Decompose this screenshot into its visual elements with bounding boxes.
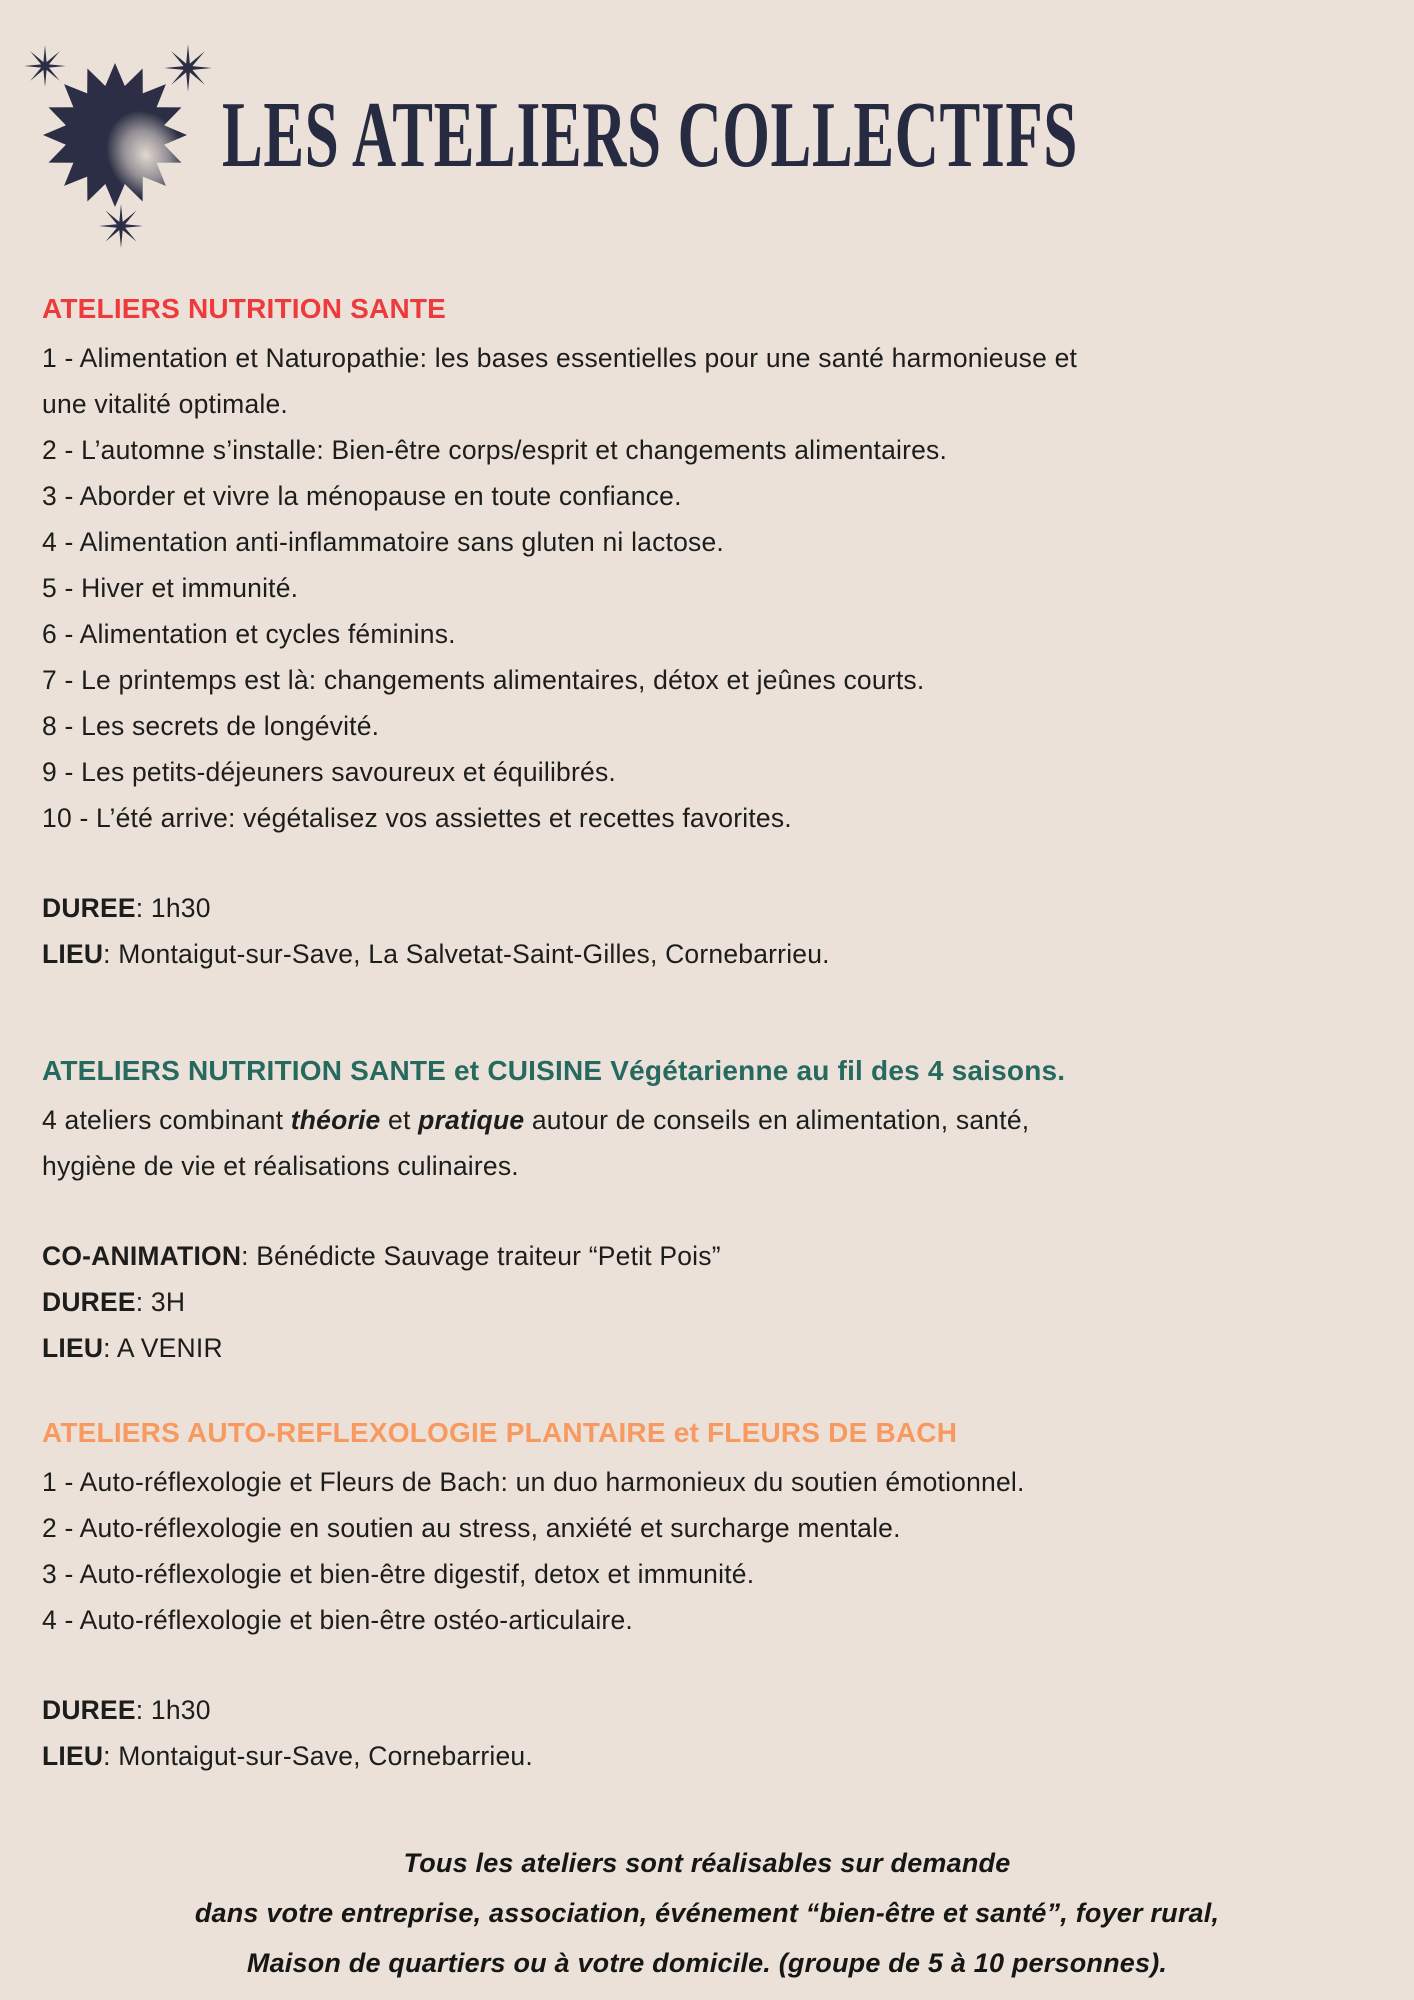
section-details [42,1233,1112,1371]
detail-row-co-animation: CO-ANIMATION: Bénédicte Sauvage traiteur “Petit Pois” [42,1241,721,1271]
workshop-item: 4 - Alimentation anti-inflammatoire sans gluten ni lactose. [42,527,724,557]
workshop-item: 1 - Auto-réflexologie et Fleurs de Bach: un duo harmonieux du soutien émotionnel. [42,1467,1025,1497]
detail-label: DUREE [42,893,136,923]
detail-row-duree: DUREE: 1h30 [42,1695,211,1725]
footer-line: Tous les ateliers sont réalisables sur demande [403,1848,1011,1878]
detail-row-duree: DUREE: 3H [42,1287,186,1317]
logo [15,30,230,258]
emphasized-word: pratique [418,1105,525,1135]
detail-label: DUREE [42,1695,136,1725]
workshop-item: 7 - Le printemps est là: changements alimentaires, détox et jeûnes courts. [42,665,925,695]
workshop-item: 3 - Aborder et vivre la ménopause en toute confiance. [42,481,682,511]
section-details [42,1687,1112,1779]
detail-row-lieu: LIEU: A VENIR [42,1333,223,1363]
section-heading: ATELIERS NUTRITION SANTE et CUISINE Végétarienne au fil des 4 saisons. [42,1055,1066,1086]
workshop-item: 8 - Les secrets de longévité. [42,711,380,741]
page-title: LES ATELIERS COLLECTIFS [222,83,1078,187]
sparkle-icon [99,204,143,248]
content [0,265,1112,1779]
footer-note [0,1838,1414,1988]
section-details [42,885,1112,977]
section-nutrition-sante [42,293,1112,977]
emphasized-word: théorie [290,1105,381,1135]
workshop-item: 3 - Auto-réflexologie et bien-être digestif, detox et immunité. [42,1559,755,1589]
header [0,0,1414,265]
detail-label: LIEU [42,1741,104,1771]
detail-row-lieu: LIEU: Montaigut-sur-Save, La Salvetat-Saint-Gilles, Cornebarrieu. [42,939,830,969]
section-heading: ATELIERS NUTRITION SANTE [42,293,447,324]
sparkle-icon [24,45,66,87]
detail-row-duree: DUREE: 1h30 [42,893,211,923]
workshop-item: 2 - Auto-réflexologie en soutien au stress, anxiété et surcharge mentale. [42,1513,901,1543]
footer-line: dans votre entreprise, association, événement “bien-être et santé”, foyer rural, [194,1898,1220,1928]
section-heading: ATELIERS AUTO-REFLEXOLOGIE PLANTAIRE et FLEURS DE BACH [42,1417,958,1448]
detail-label: LIEU [42,939,104,969]
workshop-item: 1 - Alimentation et Naturopathie: les bases essentielles pour une santé harmonieuse et une vitalité optimale. [42,343,1078,419]
sunburst-logo-icon [15,30,230,258]
section-auto-reflexologie [42,1417,1112,1779]
section-nutrition-cuisine [42,1055,1112,1371]
sparkle-icon [164,44,212,92]
detail-row-lieu: LIEU: Montaigut-sur-Save, Cornebarrieu. [42,1741,533,1771]
workshop-item: 10 - L’été arrive: végétalisez vos assiettes et recettes favorites. [42,803,792,833]
detail-label: LIEU [42,1333,104,1363]
footer-line: Maison de quartiers ou à votre domicile. (groupe de 5 à 10 personnes). [246,1948,1168,1978]
workshop-item: 9 - Les petits-déjeuners savoureux et équilibrés. [42,757,616,787]
detail-label: DUREE [42,1287,136,1317]
section-intro: 4 ateliers combinant théorie et pratique autour de conseils en alimentation, santé, hygiène de vie et réalisations culinaires. [42,1105,1030,1181]
workshop-item: 2 - L’automne s’installe: Bien-être corps/esprit et changements alimentaires. [42,435,948,465]
workshop-item: 6 - Alimentation et cycles féminins. [42,619,456,649]
workshop-item: 5 - Hiver et immunité. [42,573,299,603]
detail-label: CO-ANIMATION [42,1241,242,1271]
workshop-item: 4 - Auto-réflexologie et bien-être ostéo-articulaire. [42,1605,633,1635]
